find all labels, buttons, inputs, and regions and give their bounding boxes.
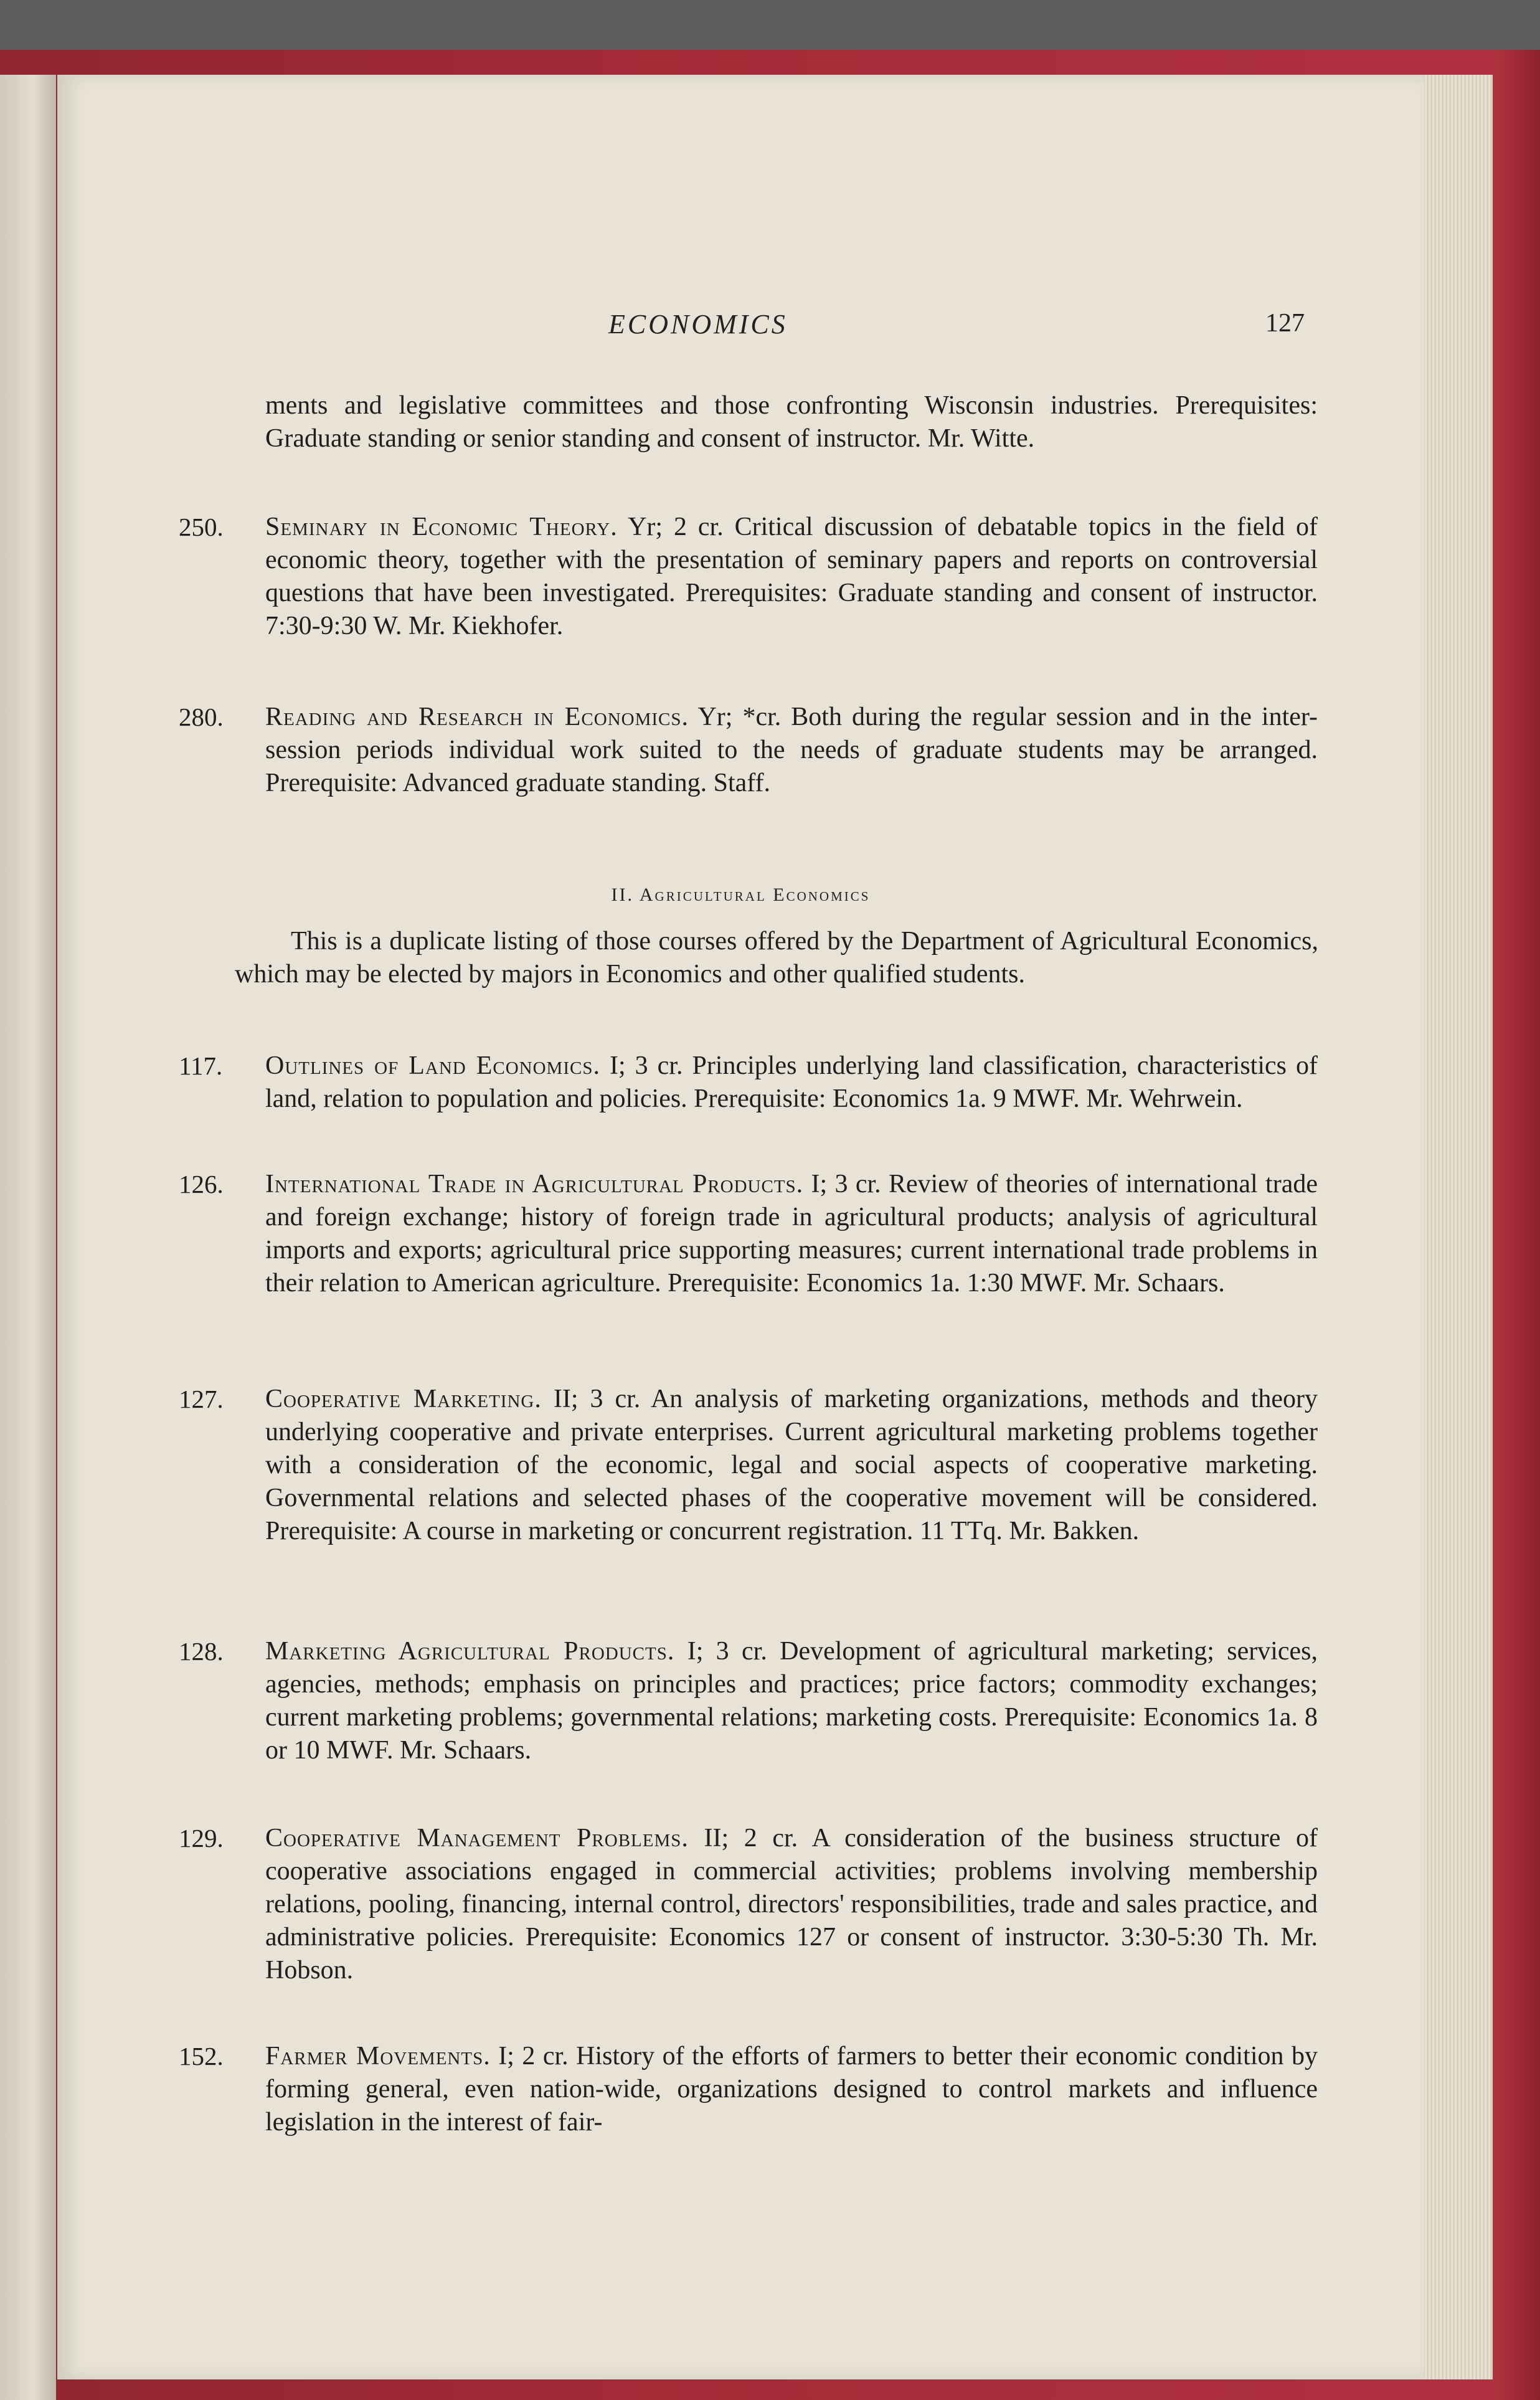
facing-page-edge	[0, 75, 56, 2400]
course-title: Seminary in Economic Theory.	[265, 513, 618, 541]
course-description	[265, 2040, 1318, 2139]
running-title: ECONOMICS	[608, 309, 788, 339]
course-title: Marketing Agricultural Products.	[265, 1637, 675, 1666]
course-description	[265, 511, 1318, 643]
course-title: Farmer Movements.	[265, 2042, 491, 2070]
course-description	[265, 1168, 1318, 1300]
course-number: 127.	[179, 1385, 224, 1413]
book-spine	[1493, 50, 1540, 2400]
course-description	[265, 1822, 1318, 1987]
course-title: Cooperative Management Problems.	[265, 1824, 689, 1852]
page-header	[57, 308, 1424, 346]
section-intro: This is a duplicate listing of those courses offered by the Department of Agricultural Economics, which may be elected by majors in Economics and other qualified students.	[235, 927, 1318, 989]
course-number: 129.	[179, 1824, 224, 1852]
course-title: Outlines of Land Economics.	[265, 1051, 600, 1080]
course-number: 117.	[179, 1051, 223, 1080]
course-details: I; 3 cr. Principles underlying land classification, characteristics of land, relation to population and policies. Prerequisite: Economics 1a. 9 MWF. Mr. Wehrwein.	[265, 1051, 1318, 1113]
course-number: 280.	[179, 703, 224, 731]
course-number: 152.	[179, 2042, 224, 2070]
course-description	[265, 1050, 1318, 1116]
course-description	[265, 701, 1318, 800]
course-details: I; 3 cr. Review of theories of international trade and foreign exchange; history of foreign trade in agricultural products; analysis of agricultural imports and exports; agricultural price supporting measures; current international trade problems in their relation to American agriculture. Prerequisite: Economics 1a. 1:30 MWF. Mr. Schaars.	[265, 1170, 1318, 1297]
course-details: II; 2 cr. A consideration of the business structure of cooperative associations engaged in commercial activities; problems involving membership relations, pooling, financing, internal control, directors' responsibilities, trade and sales practice, and administrative policies. Prerequisite: Economics 127 or consent of instructor. 3:30-5:30 Th. Mr. Hobson.	[265, 1824, 1318, 1985]
course-number: 126.	[179, 1170, 224, 1198]
course-details: I; 3 cr. Development of agricultural marketing; services, agencies, methods; emphasis on principles and practices; price factors; commodity exchanges; current marketing problems; governmental relations; marketing costs. Prerequisite: Economics 1a. 8 or 10 MWF. Mr. Schaars.	[265, 1637, 1318, 1765]
course-description	[265, 1635, 1318, 1767]
course-number: 250.	[179, 513, 224, 541]
course-details: Yr; *cr. Both during the regular session and in the inter-session periods individual work suited to the needs of graduate students may be arranged. Prerequisite: Advanced graduate standing. Staff.	[265, 703, 1318, 797]
course-title: International Trade in Agricultural Products.	[265, 1170, 804, 1198]
course-title: Cooperative Marketing.	[265, 1385, 542, 1413]
page-edges	[1424, 75, 1493, 2379]
section-heading: II. Agricultural Economics	[611, 885, 871, 905]
course-details: Yr; 2 cr. Critical discussion of debatable topics in the field of economic theory, together with the presentation of seminary papers and reports on controversial questions that have been investigated. Prerequisites: Graduate standing and consent of instructor. 7:30-9:30 W. Mr. Kiekhofer.	[265, 513, 1318, 640]
continuation-text: ments and legislative committees and those confronting Wisconsin industries. Prerequisites: Graduate standing or senior standing and consent of instructor. Mr. Witte.	[265, 391, 1318, 453]
course-description	[265, 1383, 1318, 1548]
course-details: I; 2 cr. History of the efforts of farmers to better their economic condition by forming general, even nation-wide, organizations designed to control markets and influence legislation in the interest of fair-	[265, 2042, 1318, 2137]
course-details: II; 3 cr. An analysis of marketing organizations, methods and theory underlying cooperative and private enterprises. Current agricultural marketing problems together with a consideration of the economic, legal and social aspects of cooperative marketing. Governmental relations and selected phases of the cooperative movement will be considered. Prerequisite: A course in marketing or concurrent registration. 11 TTq. Mr. Bakken.	[265, 1385, 1318, 1545]
course-number: 128.	[179, 1637, 224, 1666]
page-number: 127	[1265, 309, 1305, 338]
course-title: Reading and Research in Economics.	[265, 703, 689, 731]
book-page	[57, 75, 1424, 2379]
